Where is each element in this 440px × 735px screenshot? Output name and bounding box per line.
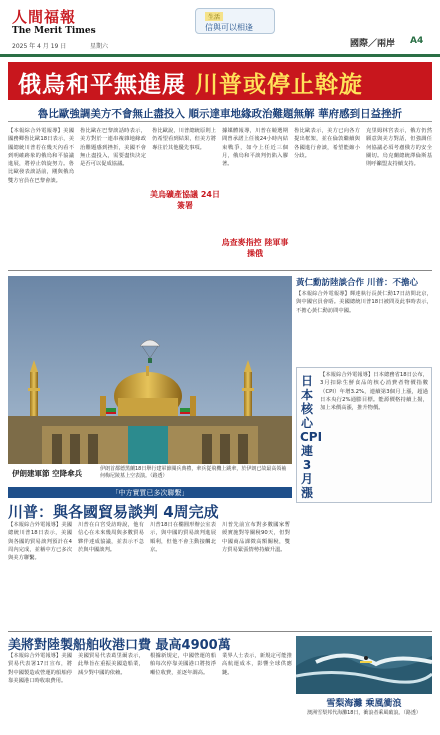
article-1-column: 魯比歐在巴黎談話時表示，美方對於一連串複雜地緣政治難題感到挫折，美國不會無止盡投入，需要盡快決定是否可以促成協議。 bbox=[80, 128, 146, 168]
surfing-wave-illustration bbox=[296, 636, 432, 694]
article-2-column: 川普18日在橢圓形辦公室表示，與中國的貿易談判進展順利，但他不會主動接觸北京。 bbox=[150, 522, 216, 553]
main-headline bbox=[18, 66, 363, 99]
divider bbox=[8, 121, 432, 122]
news-photo-parachute bbox=[8, 276, 292, 464]
sidebar-box-text: 【本報綜合外電報導】日本總務省18日公布，3月扣除生鮮食品的核心消費者物價指數（CPI）年增3.2%，連續第3個月上漲，超過日本央行2%通膨目標。能源價格持續上揚，加上米價高漲，推升物價。 bbox=[320, 372, 428, 412]
headline-part-2: 川普或停止斡旋 bbox=[195, 72, 364, 98]
article-2-column: 川普在白宮受訪時說，他有信心在未來幾周與多數貿易夥伴達成協議，並表示不急於與中國談判。 bbox=[78, 522, 144, 553]
subheadline: 魯比歐強調美方不會無止盡投入 順示達車地緣政治難題無解 華府感到日益挫折 bbox=[37, 108, 403, 120]
section-label: 國際／兩岸 bbox=[350, 39, 396, 49]
publication-weekday: 星期六 bbox=[90, 43, 109, 50]
newspaper-logo-en: The Merit Times bbox=[12, 26, 96, 36]
article-3-column: 【本報綜合外電報導】美國貿易代表署17日宣布，將對中國製造或營運的船舶停靠美國港口時收取費用。 bbox=[8, 653, 72, 684]
slogan-text: 信與可以相逢 bbox=[205, 23, 253, 32]
article-2-column: 【本報綜合外電報導】美國總統川普18日表示，美國與各國的貿易談判預計在4周內完成，並稱中方已多次與美方聯繫。 bbox=[8, 522, 72, 562]
photo-caption-text: 伊朗首都德黑蘭18日舉行建軍節閱兵典禮，傘兵從飛機上跳傘，於伊朗已故最高領袖何梅尼陵墓上空表演。（路透） bbox=[100, 466, 287, 479]
right-article-title: 黃仁勳訪陸談合作 川普：不擔心 bbox=[296, 278, 418, 288]
news-photo-surfing bbox=[296, 636, 432, 694]
article-1-column: 據媒體報導，川普在競選期間曾承諾上任後24小時內結束戰爭，如今上任近三個月，俄烏和平談判仍陷入膠著。 bbox=[222, 128, 288, 168]
article-2-title: 川普：與各國貿易談判 4周完成 bbox=[8, 503, 219, 521]
sea-photo-caption: 雪梨海灘 乘風衝浪 bbox=[326, 699, 402, 709]
page-number: A4 bbox=[410, 36, 424, 46]
article-1-subtitle: 烏查麥指控 陸軍事操俄 bbox=[221, 238, 289, 258]
publication-date: 2025 年 4 月 19 日 bbox=[12, 43, 67, 50]
newspaper-logo: 人間福報 bbox=[12, 8, 77, 26]
right-article-column: 【本報綜合外電報導】輝達執行長黃仁勳17日訪問北京，與中國官員會晤。美國總統川普18日被問及此事時表示，不擔心黃仁勳訪問中國。 bbox=[296, 291, 432, 314]
article-1-column: 【本報綜合外電報導】美國國務卿魯比歐18日表示，美國總統川普若在幾天內看不到明確跡象的俄烏和平協議進展，將停止斡旋努力。魯比歐發表談話前，剛與俄烏雙方官員在巴黎會談。 bbox=[8, 128, 74, 184]
masthead-divider bbox=[0, 54, 440, 57]
vertical-headline: 日本核心CPI連3月漲 bbox=[300, 374, 323, 500]
kicker-text: 「中方實質已多次聯繫」 bbox=[111, 489, 189, 497]
slogan-tag: 生活 bbox=[205, 12, 223, 21]
article-3-column: 業界人士表示，新規定可能推高航運成本，影響全球供應鏈。 bbox=[222, 653, 292, 676]
divider bbox=[8, 631, 432, 632]
article-3-column: 美國貿易代表葛里爾表示，此舉旨在重振美國造船業，減少對中國的依賴。 bbox=[78, 653, 144, 676]
divider bbox=[8, 270, 432, 271]
article-2-column: 川普先前宣布對多數國家暫緩實施對等關稅90天，但對中國商品課徵高額關稅，雙方貿易緊張情勢持續升溫。 bbox=[222, 522, 290, 553]
article-1-subtitle: 美烏礦產協議 24日簽署 bbox=[150, 190, 220, 210]
photo-caption-title: 伊朗建軍節 空降傘兵 bbox=[12, 469, 83, 478]
headline-part-1: 俄烏和平無進展 bbox=[18, 72, 186, 98]
mausoleum-parachute-illustration bbox=[8, 276, 292, 464]
sea-photo-subcaption: 澳洲雪梨邦代海灘18日，衝浪者乘風破浪。（路透） bbox=[307, 710, 421, 716]
article-3-title: 美將對陸製船舶收港口費 最高4900萬 bbox=[8, 638, 231, 653]
article-1-column: 魯比歐表示，美方已向各方提出框架，並在倫敦繼續與各國進行會談，希望能縮小分歧。 bbox=[294, 128, 360, 159]
article-1-column: 克里姆林宮表示，俄方仍然願意與美方對話，但強調任何協議必須考慮俄方的安全關切。烏克蘭總統澤倫斯基則呼籲盟友持續支持。 bbox=[366, 128, 432, 168]
article-1-column: 魯比歐說，川普總統原則上仍希望看到結果，但美方將專注於其他優先事項。 bbox=[152, 128, 216, 151]
article-3-column: 根據新規定，中國營運的船舶每次停靠美國港口將按淨噸位收費，並逐年調高。 bbox=[150, 653, 216, 676]
